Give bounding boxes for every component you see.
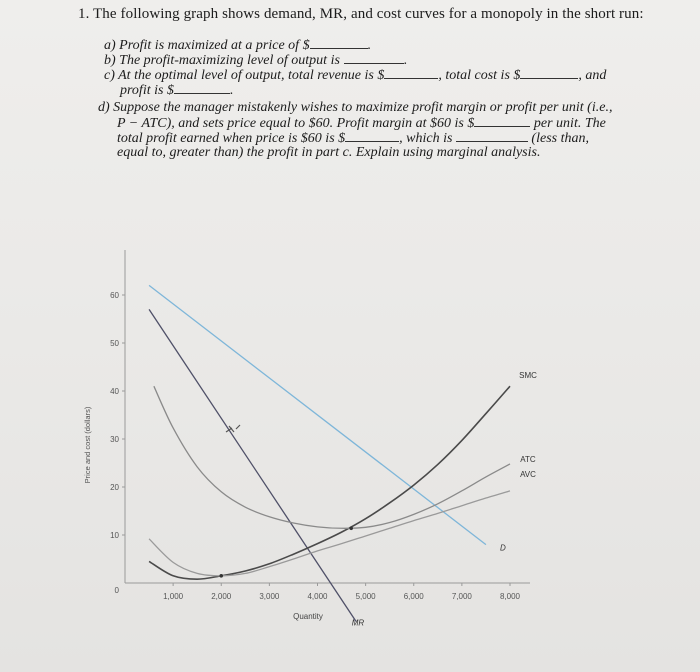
y-tick-label: 10 [110, 531, 119, 540]
x-axis-label: Quantity [293, 612, 323, 621]
item-d-less-than-text: (less than, [531, 131, 589, 146]
curve-label-smc: SMC [519, 371, 537, 381]
chart-curves [149, 285, 537, 627]
y-tick-label: 50 [110, 339, 119, 348]
x-tick-label: 8,000 [499, 592, 521, 601]
curve-label-mr: MR [351, 618, 365, 628]
x-tick-label: 4,000 [307, 592, 328, 601]
item-d-margin-text: P − ATC), and sets price equal to $60. Profit margin at $60 is $ [117, 116, 475, 131]
curve-label-atc: ATC [520, 454, 536, 464]
intersection-point [349, 526, 353, 530]
chart-axes [125, 250, 530, 583]
item-c-text-1: c) At the optimal level of output, total revenue is $ [104, 68, 385, 83]
item-c-text-2: , total cost is $ [438, 68, 521, 83]
item-d-which-text: , which is [399, 131, 453, 146]
y-tick-label: 20 [110, 483, 119, 492]
curve-avc [149, 491, 510, 576]
intersection-point [219, 574, 223, 578]
item-c-text-3: , and [578, 68, 607, 83]
item-d-line1: d) Suppose the manager mistakenly wishes to maximize profit margin or profit per unit (i.e., [98, 100, 613, 115]
item-d-per-unit-text: per unit. The [533, 116, 606, 131]
curve-label-d: D [499, 543, 506, 553]
item-d-line4: equal to, greater than) the profit in part c. Explain using marginal analysis. [117, 145, 541, 160]
y-tick-label: 40 [110, 387, 119, 396]
item-a: a) Profit is maximized at a price of $ . [104, 38, 372, 53]
x-tick-label: 6,000 [403, 592, 424, 601]
item-a-text: a) Profit is maximized at a price of $ [104, 38, 310, 53]
curve-mr [149, 309, 356, 621]
y-axis-label: Price and cost (dollars) [83, 406, 92, 484]
curve-label-avc: AVC [520, 469, 536, 479]
curve-d [149, 285, 486, 544]
y-tick-label: 30 [110, 435, 119, 444]
chart-ticks [110, 291, 520, 601]
x-tick-label: 7,000 [451, 592, 472, 601]
curve-smc [149, 386, 510, 579]
x-tick-label: 3,000 [259, 592, 280, 601]
y-tick-label: 0 [114, 586, 119, 595]
x-tick-label: 5,000 [355, 592, 376, 601]
question-title: 1. The following graph shows demand, MR, and cost curves for a monopoly in the short run: [78, 6, 644, 22]
item-b: b) The profit-maximizing level of output is . [104, 53, 408, 68]
x-tick-label: 1,000 [163, 592, 184, 601]
item-c-profit-text: profit is $ [120, 83, 174, 98]
y-tick-label: 60 [110, 291, 119, 300]
item-b-text: b) The profit-maximizing level of output is [104, 53, 340, 68]
x-tick-label: 2,000 [211, 592, 232, 601]
item-c-line2: profit is $ . [120, 83, 234, 98]
item-d-total-text: total profit earned when price is $60 is $ [117, 131, 346, 146]
